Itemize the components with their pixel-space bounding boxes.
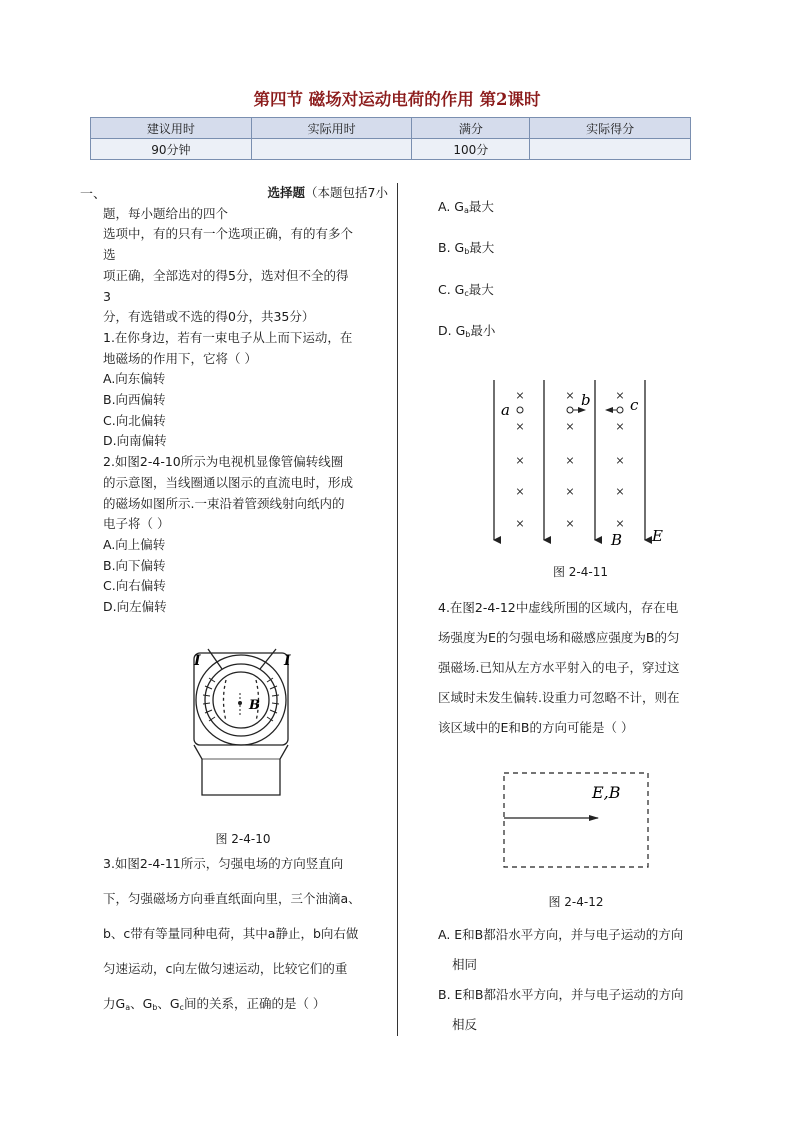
q3-text: 下，匀强磁场方向垂直纸面向里，三个油滴a、 <box>103 891 361 906</box>
q4-text: 4.在图2-4-12中虚线所围的区域内，存在电 <box>438 600 679 615</box>
label-I-left: I <box>194 653 201 669</box>
q4-text: 强磁场.已知从左方水平射入的电子，穿过这 <box>438 660 680 675</box>
figure-caption: 图 2-4-11 <box>552 565 608 579</box>
table-row <box>91 139 691 160</box>
deflection-coil-figure <box>188 645 298 810</box>
table-header-row <box>91 118 691 139</box>
intro-line: 项正确，全部选对的得5分，选对但不全的得 <box>103 267 349 283</box>
info-table <box>90 117 691 160</box>
table-cell <box>530 139 691 160</box>
svg-text:×: × <box>615 485 625 498</box>
table-cell: 90分钟 <box>91 139 252 160</box>
option-b: B.向下偏转 <box>103 557 166 573</box>
q3-text: 力$G_a$、$G_b$、$G_c$间的关系，正确的是（ ） <box>103 996 326 1012</box>
svg-text:×: × <box>515 454 525 467</box>
header-cell: 实际得分 <box>530 118 691 139</box>
q3-option-a: A. $G_a$最大 <box>438 199 494 215</box>
intro-line: 分，有选错或不选的得0分，共35分） <box>103 309 315 325</box>
option-d: D.向南偏转 <box>103 433 167 449</box>
label-E: E <box>652 527 663 545</box>
option-a: A.向东偏转 <box>103 371 166 387</box>
intro-line: 选项中，有的只有一个选项正确，有的有多个 <box>103 226 354 242</box>
intro-line: 3 <box>103 288 111 304</box>
svg-text:×: × <box>515 420 525 433</box>
header-cell: 满分 <box>412 118 530 139</box>
header-cell: 建议用时 <box>91 118 252 139</box>
q2-text: 2.如图2-4-10所示为电视机显像管偏转线圈 <box>103 454 344 470</box>
svg-text:×: × <box>565 517 575 530</box>
q2-text: 电子将（ ） <box>103 516 170 532</box>
label-a: a <box>501 401 510 419</box>
q4-options <box>438 925 738 1035</box>
svg-text:×: × <box>565 485 575 498</box>
svg-text:×: × <box>565 420 575 433</box>
q4-option-b-cont: 相反 <box>452 1017 478 1032</box>
table-cell <box>251 139 412 160</box>
option-d: D.向左偏转 <box>103 599 167 615</box>
svg-text:×: × <box>515 485 525 498</box>
svg-text:×: × <box>615 454 625 467</box>
q3-option-d: D. $G_b$最小 <box>438 323 496 339</box>
page-title: 第四节 磁场对运动电荷的作用 第2课时 <box>253 90 541 109</box>
svg-text:×: × <box>565 454 575 467</box>
label-c: c <box>630 396 639 414</box>
figure-caption: 图 2-4-10 <box>215 832 271 846</box>
q3-option-b: B. $G_b$最大 <box>438 240 495 256</box>
label-b: b <box>581 391 591 409</box>
q4-option-a: A. E和B都沿水平方向，并与电子运动的方向 <box>438 927 684 942</box>
svg-text:×: × <box>615 389 625 402</box>
q4-text: 区域时未发生偏转.设重力可忽略不计，则在 <box>438 690 680 705</box>
svg-text:×: × <box>565 389 575 402</box>
table-cell: 100分 <box>412 139 530 160</box>
svg-text:×: × <box>615 517 625 530</box>
option-b: B.向西偏转 <box>103 392 166 408</box>
q1-text: 1.在你身边，若有一束电子从上而下运动，在 <box>103 329 353 345</box>
section-heading: 选择题 <box>267 185 306 200</box>
label-B: B <box>249 698 260 713</box>
q4-block <box>438 598 738 738</box>
q4-option-b: B. E和B都沿水平方向，并与电子运动的方向 <box>438 987 684 1002</box>
q3-text: 3.如图2-4-11所示，匀强电场的方向竖直向 <box>103 856 344 871</box>
q3-text: 匀速运动，c向左做匀速运动，比较它们的重 <box>103 961 348 976</box>
section-heading-line <box>103 183 388 204</box>
q4-text: 场强度为E的匀强电场和磁感应强度为B的匀 <box>438 630 680 645</box>
section-intro: （本题包括7小 <box>305 185 388 200</box>
option-a: A.向上偏转 <box>103 536 166 552</box>
svg-text:×: × <box>515 389 525 402</box>
left-column <box>103 183 388 618</box>
intro-line: 选 <box>103 247 116 263</box>
q3-option-c: C. $G_c$最大 <box>438 282 494 298</box>
option-c: C.向北偏转 <box>103 412 166 428</box>
label-B: B <box>611 531 623 549</box>
q1-text: 地磁场的作用下，它将（ ） <box>103 350 257 366</box>
header-cell: 实际用时 <box>251 118 412 139</box>
label-EB: E,B <box>592 783 621 802</box>
q4-option-a-cont: 相同 <box>452 957 478 972</box>
q2-text: 的磁场如图所示.一束沿着管颈线射向纸内的 <box>103 495 345 511</box>
svg-text:×: × <box>615 420 625 433</box>
option-c: C.向右偏转 <box>103 578 166 594</box>
column-divider <box>397 183 398 1036</box>
figure-caption: 图 2-4-12 <box>548 895 604 909</box>
label-I-right: I <box>284 653 291 669</box>
field-region-figure <box>488 378 673 550</box>
intro-line: 题，每小题给出的四个 <box>103 205 229 221</box>
q2-text: 的示意图，当线圈通以图示的直流电时，形成 <box>103 474 354 490</box>
q3-block <box>103 850 393 1021</box>
section-number: 一、 <box>80 187 107 202</box>
q3-text: b、c带有等量同种电荷，其中a静止，b向右做 <box>103 926 359 941</box>
dashed-region-figure <box>500 770 652 870</box>
q4-text: 该区域中的E和B的方向可能是（ ） <box>438 720 634 735</box>
svg-text:×: × <box>515 517 525 530</box>
